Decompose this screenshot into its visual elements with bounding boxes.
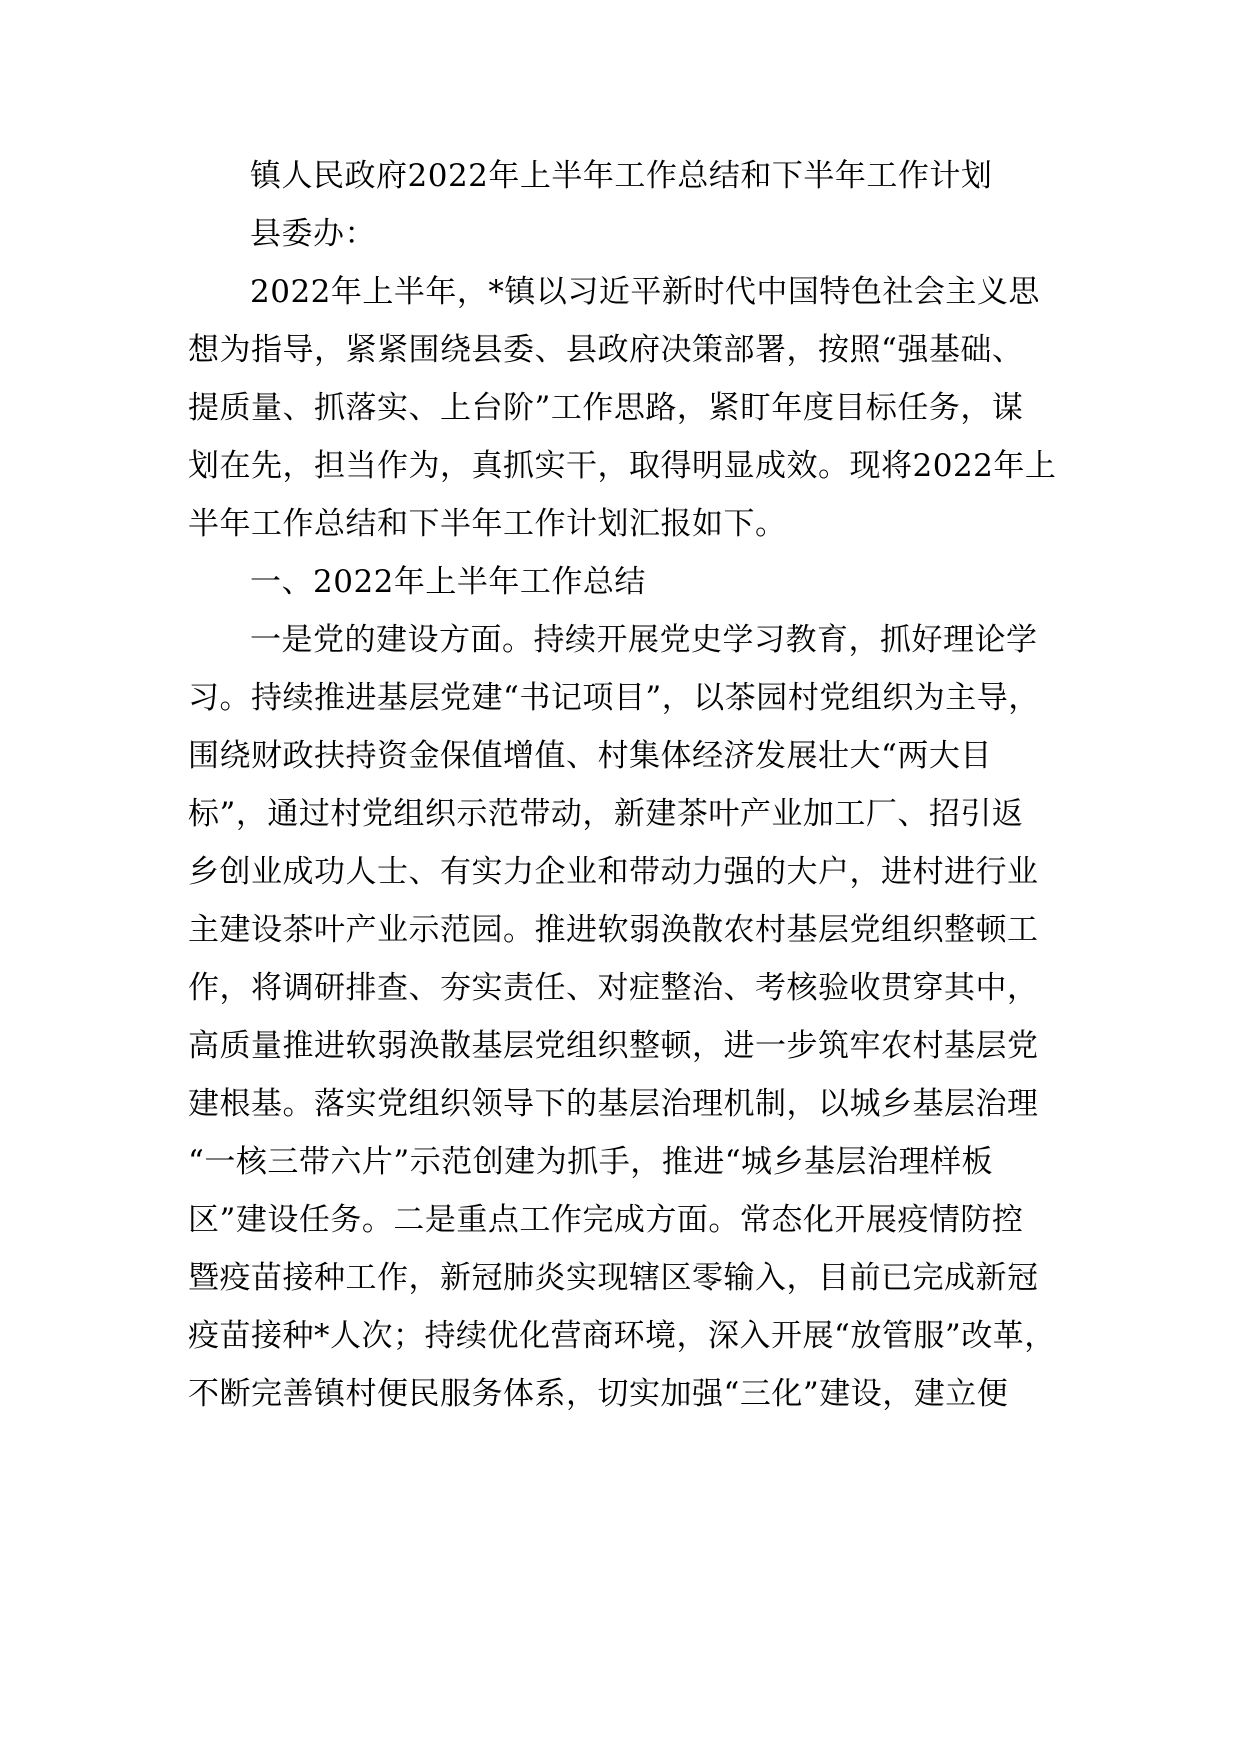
body-line: 主建设茶叶产业示范园。推进软弱涣散农村基层党组织整顿工	[188, 912, 1039, 948]
body-line: 想为指导，紧紧围绕县委、县政府决策部署，按照“强基础、	[188, 332, 1024, 368]
body-line: 半年工作总结和下半年工作计划汇报如下。	[188, 506, 787, 542]
body-line: 疫苗接种*人次；持续优化营商环境，深入开展“放管服”改革，	[188, 1318, 1056, 1354]
body-line: 作，将调研排查、夯实责任、对症整治、考核验收贯穿其中，	[188, 970, 1039, 1006]
body-line: 标”，通过村党组织示范带动，新建茶叶产业加工厂、招引返	[188, 796, 1024, 832]
body-line: 高质量推进软弱涣散基层党组织整顿，进一步筑牢农村基层党	[188, 1028, 1039, 1064]
body-line: 暨疫苗接种工作，新冠肺炎实现辖区零输入，目前已完成新冠	[188, 1260, 1039, 1296]
document-title: 镇人民政府2022年上半年工作总结和下半年工作计划	[250, 158, 993, 194]
body-line: 乡创业成功人士、有实力企业和带动力强的大户，进村进行业	[188, 854, 1039, 890]
section-heading: 一、2022年上半年工作总结	[250, 564, 646, 600]
body-line: 习。持续推进基层党建“书记项目”，以茶园村党组织为主导，	[188, 680, 1040, 716]
body-line: 建根基。落实党组织领导下的基层治理机制，以城乡基层治理	[188, 1086, 1039, 1122]
body-line: 划在先，担当作为，真抓实干，取得明显成效。现将2022年上	[188, 448, 1057, 484]
body-line: 2022年上半年，*镇以习近平新时代中国特色社会主义思	[250, 274, 1040, 310]
body-line: 区”建设任务。二是重点工作完成方面。常态化开展疫情防控	[188, 1202, 1024, 1238]
body-line: 围绕财政扶持资金保值增值、村集体经济发展壮大“两大目	[188, 738, 992, 774]
body-line: “一核三带六片”示范创建为抓手，推进“城乡基层治理样板	[188, 1144, 994, 1180]
body-line: 提质量、抓落实、上台阶”工作思路，紧盯年度目标任务，谋	[188, 390, 1024, 426]
body-line: 一是党的建设方面。持续开展党史学习教育，抓好理论学	[250, 622, 1038, 658]
body-line: 不断完善镇村便民服务体系，切实加强“三化”建设，建立便	[188, 1376, 1009, 1412]
addressee: 县委办：	[250, 216, 376, 252]
